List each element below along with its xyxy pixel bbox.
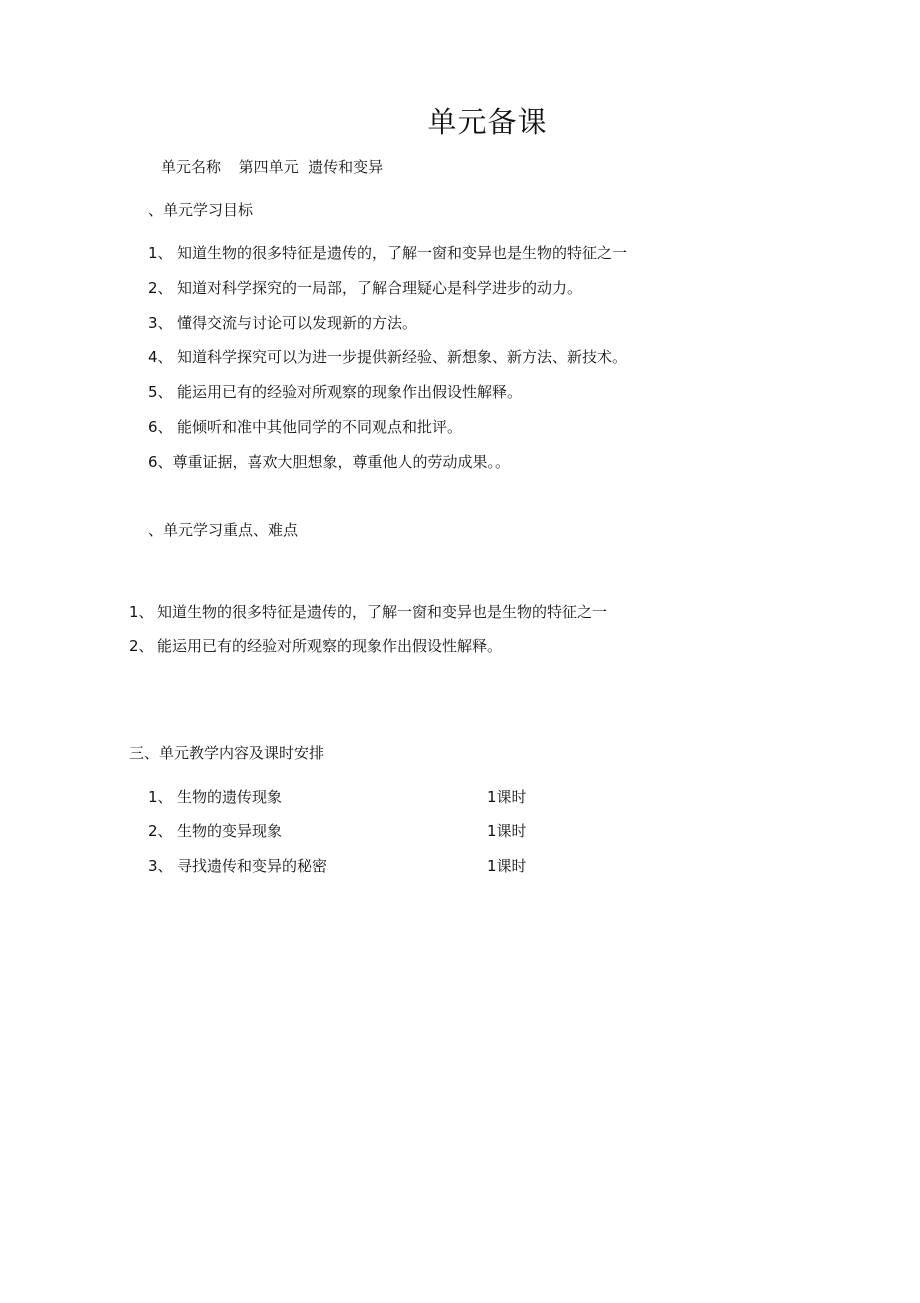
item-text: 知道生物的很多特征是遗传的，了解一窗和变异也是生物的特征之一	[177, 244, 628, 262]
lesson-name: 生物的遗传现象	[177, 788, 283, 806]
unit-name-label: 单元名称	[161, 158, 222, 176]
section3-heading: 三、单元教学内容及课时安排	[129, 744, 325, 762]
unit-name-row	[161, 157, 383, 177]
item-text: 6、尊重证据，喜欢大胆想象，尊重他人的劳动成果。。	[148, 453, 511, 471]
list-item	[148, 452, 510, 472]
item-number: 2、	[148, 822, 173, 840]
item-text: 能倾听和准中其他同学的不同观点和批评。	[177, 418, 463, 436]
item-number: 3、	[148, 314, 173, 332]
unit-name-value: 第四单元 遗传和变异	[238, 158, 384, 176]
item-text: 懂得交流与讨论可以发现新的方法。	[177, 314, 418, 332]
list-item	[129, 602, 607, 622]
section2-heading: 、单元学习重点、难点	[148, 521, 299, 539]
item-number: 3、	[148, 857, 173, 875]
list-item	[148, 313, 417, 333]
item-number: 2、	[129, 637, 154, 655]
item-number: 4、	[148, 348, 173, 366]
item-text: 知道生物的很多特征是遗传的，了解一窗和变异也是生物的特征之一	[157, 603, 608, 621]
table-row	[148, 821, 282, 841]
item-number: 2、	[148, 279, 173, 297]
list-item	[148, 347, 627, 367]
list-item	[148, 278, 582, 298]
item-number: 1、	[129, 603, 154, 621]
item-number: 1、	[148, 244, 173, 262]
item-text: 能运用已有的经验对所观察的现象作出假设性解释。	[157, 637, 503, 655]
section1-heading: 、单元学习目标	[148, 201, 254, 219]
list-item	[148, 382, 522, 402]
lesson-hours: 1课时	[487, 822, 527, 840]
lesson-name: 寻找遗传和变异的秘密	[177, 857, 328, 875]
item-text: 知道对科学探究的一局部，了解合理疑心是科学进步的动力。	[177, 279, 583, 297]
item-number: 6、	[148, 418, 173, 436]
item-number: 5、	[148, 383, 173, 401]
item-text: 能运用已有的经验对所观察的现象作出假设性解释。	[177, 383, 523, 401]
lesson-hours: 1课时	[487, 788, 527, 806]
table-row	[148, 856, 327, 876]
item-text: 知道科学探究可以为进一步提供新经验、新想象、新方法、新技术。	[177, 348, 628, 366]
list-item	[129, 636, 502, 656]
lesson-hours: 1课时	[487, 857, 527, 875]
item-number: 1、	[148, 788, 173, 806]
list-item	[148, 417, 462, 437]
table-row	[148, 787, 282, 807]
lesson-name: 生物的变异现象	[177, 822, 283, 840]
page-title: 单元备课	[427, 105, 548, 139]
list-item	[148, 243, 627, 263]
